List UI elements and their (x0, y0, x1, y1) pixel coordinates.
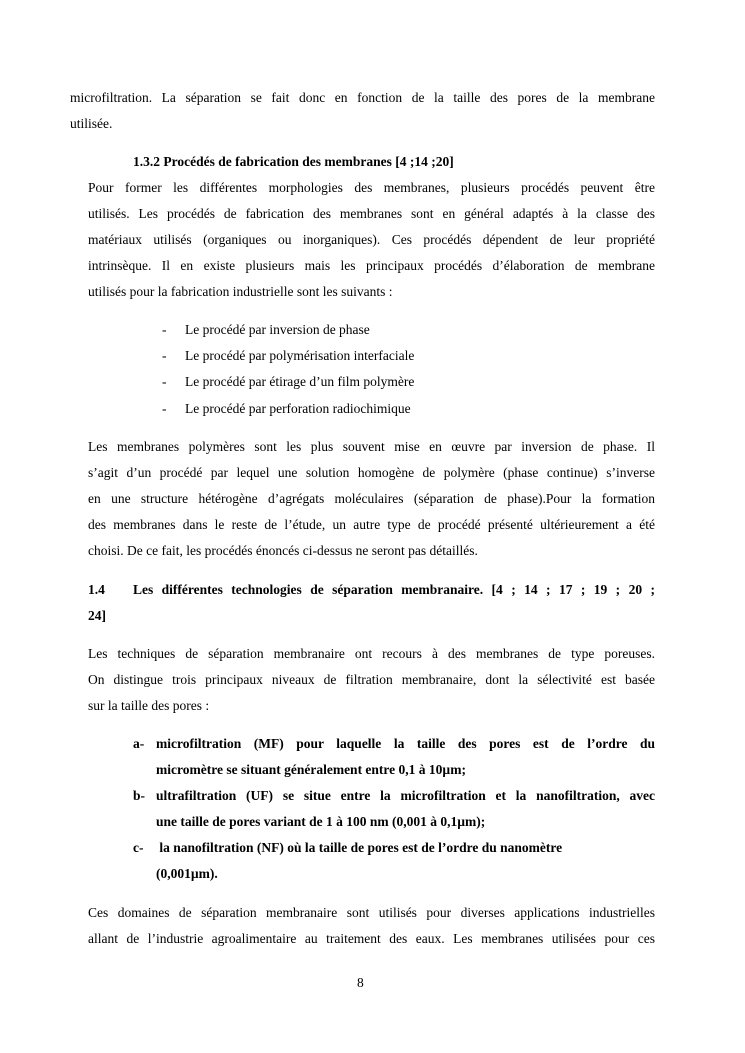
bullet-dash: - (162, 374, 167, 389)
paragraph-2-line-2: s’agit d’un procédé par lequel une solution homogène de polymère (phase continue) s’inverse (88, 465, 655, 480)
list-label-c: c- (133, 840, 144, 855)
list-item-a-line-1: microfiltration (MF) pour laquelle la taille des pores est de l’ordre du (156, 736, 655, 751)
paragraph-1-line-2: utilisés. Les procédés de fabrication des membranes sont en général adaptés à la classe des (88, 206, 655, 221)
section-heading-1-4-cont: 24] (88, 608, 106, 623)
paragraph-1-line-1: Pour former les différentes morphologies des membranes, plusieurs procédés peuvent être (88, 180, 655, 195)
list-item: Le procédé par étirage d’un film polymère (185, 374, 415, 389)
paragraph-2-line-4: des membranes dans le reste de l’étude, un autre type de procédé présenté ultérieurement a été (88, 517, 655, 532)
list-label-a: a- (133, 736, 145, 751)
section-heading-1-4: Les différentes technologies de séparation membranaire. [4 ; 14 ; 17 ; 19 ; 20 ; (133, 582, 655, 597)
list-label-b: b- (133, 788, 146, 803)
list-item-c-line-1: la nanofiltration (NF) où la taille de pores est de l’ordre du nanomètre (156, 840, 563, 855)
paragraph-2-line-5: choisi. De ce fait, les procédés énoncés ci-dessus ne seront pas détaillés. (88, 543, 478, 558)
paragraph-1-line-3: matériaux utilisés (organiques ou inorganiques). Ces procédés dépendent de leur propriété (88, 232, 655, 247)
intro-line-2: utilisée. (70, 116, 113, 131)
list-item-c-line-2: (0,001µm). (156, 866, 218, 881)
list-item: Le procédé par inversion de phase (185, 322, 370, 337)
bullet-dash: - (162, 348, 167, 363)
section-heading-1-3-2: 1.3.2 Procédés de fabrication des membranes [4 ;14 ;20] (133, 154, 454, 169)
paragraph-4-line-2: allant de l’industrie agroalimentaire au traitement des eaux. Les membranes utilisées pour ces (88, 931, 655, 946)
paragraph-3-line-3: sur la taille des pores : (88, 698, 210, 713)
paragraph-1-line-5: utilisés pour la fabrication industrielle sont les suivants : (88, 284, 393, 299)
list-item: Le procédé par perforation radiochimique (185, 401, 411, 416)
list-item-b-line-2: une taille de pores variant de 1 à 100 nm (0,001 à 0,1µm); (156, 814, 486, 829)
paragraph-2-line-1: Les membranes polymères sont les plus souvent mise en œuvre par inversion de phase. Il (88, 439, 655, 454)
paragraph-1-line-4: intrinsèque. Il en existe plusieurs mais les principaux procédés d’élaboration de membrane (88, 258, 655, 273)
paragraph-2-line-3: en une structure hétérogène d’agrégats moléculaires (séparation de phase).Pour la formation (88, 491, 655, 506)
list-item: Le procédé par polymérisation interfaciale (185, 348, 415, 363)
paragraph-3-line-2: On distingue trois principaux niveaux de filtration membranaire, dont la sélectivité est basée (88, 672, 655, 687)
paragraph-4-line-1: Ces domaines de séparation membranaire sont utilisés pour diverses applications industrielles (88, 905, 655, 920)
list-item-a-line-2: micromètre se situant généralement entre 0,1 à 10µm; (156, 762, 466, 777)
bullet-dash: - (162, 322, 167, 337)
intro-line-1: microfiltration. La séparation se fait donc en fonction de la taille des pores de la membrane (70, 90, 655, 105)
bullet-dash: - (162, 401, 167, 416)
list-item-b-line-1: ultrafiltration (UF) se situe entre la microfiltration et la nanofiltration, avec (156, 788, 655, 803)
section-number-1-4: 1.4 (88, 582, 105, 597)
page-number: 8 (357, 975, 364, 990)
paragraph-3-line-1: Les techniques de séparation membranaire ont recours à des membranes de type poreuses. (88, 646, 655, 661)
